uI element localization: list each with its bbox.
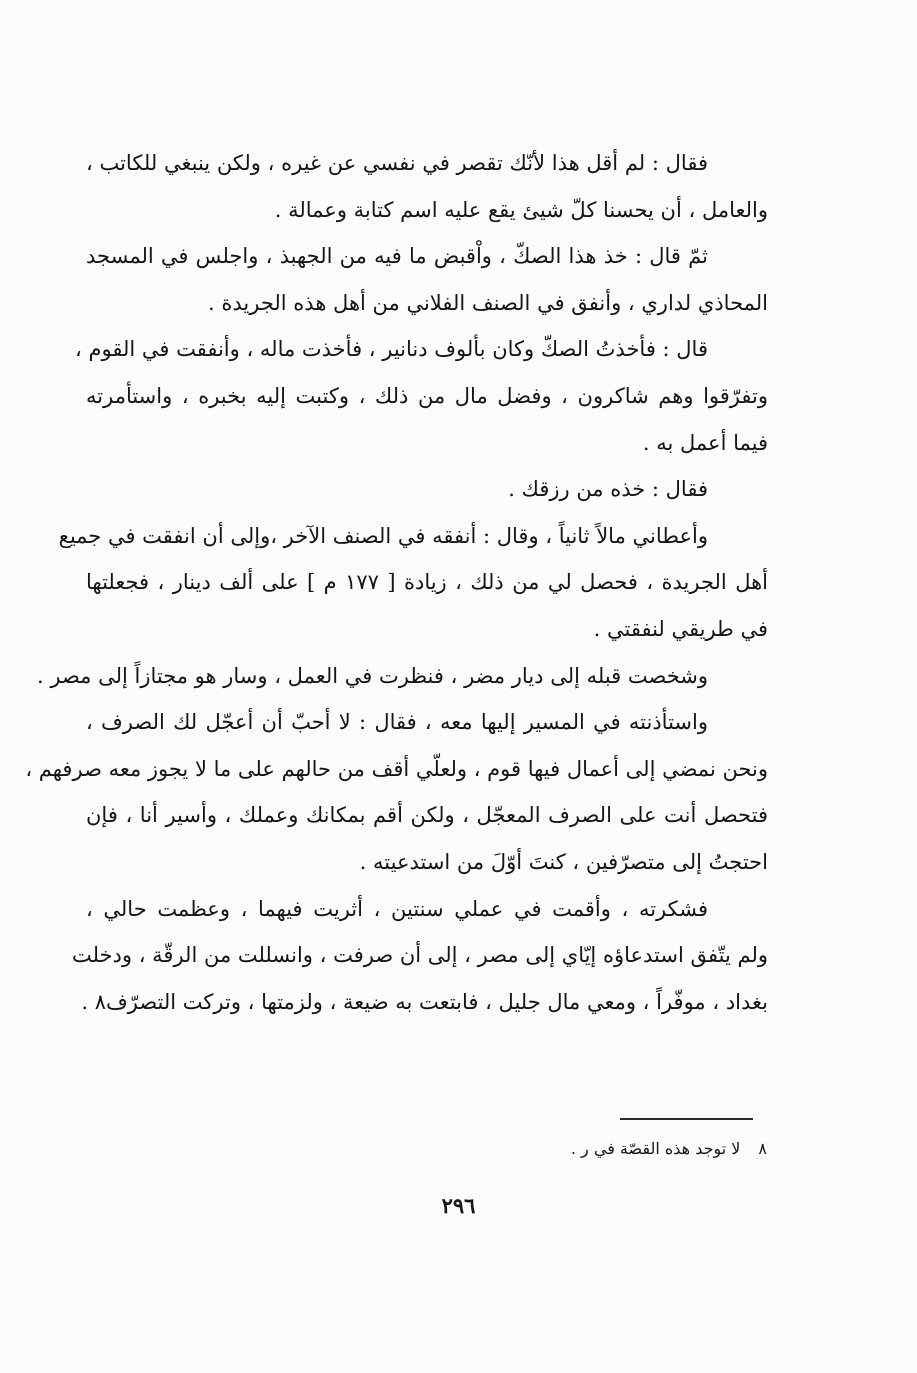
footnote <box>571 1138 767 1160</box>
text-line: أهل الجريدة ، فحصل لي من ذلك ، زيادة [ ١٧٧ م ] على ألف دينار ، فجعلتها <box>86 570 769 595</box>
text-line: قال : فأخذتُ الصكّ وكان بألوف دنانير ، فأخذت ماله ، وأنفقت في القوم ، <box>75 337 708 362</box>
text-line: فتحصل أنت على الصرف المعجّل ، ولكن أقم بمكانك وعملك ، وأسير أنا ، فإن <box>86 803 768 828</box>
text-line: فقال : لم أقل هذا لأنّك تقصر في نفسي عن غيره ، ولكن ينبغي للكاتب ، <box>86 151 708 175</box>
page-number: ٢٩٦ <box>441 1193 476 1218</box>
footnote-number: ٨ <box>758 1139 767 1158</box>
text-line: فقال : خذه من رزقك . <box>508 477 708 502</box>
text-line: وشخصت قبله إلى ديار مضر ، فنظرت في العمل ، وسار هو مجتازاً إلى مصر . <box>37 663 708 688</box>
text-line: فيما أعمل به . <box>642 430 768 455</box>
text-line: واستأذنته في المسير إليها معه ، فقال : لا أحبّ أن أعجّل لك الصرف ، <box>86 710 708 735</box>
main-text <box>25 140 769 1025</box>
text-line: بغداد ، موفّراً ، ومعي مال جليل ، فابتعت به ضيعة ، ولزمتها ، وتركت التصرّف٨ . <box>81 989 768 1014</box>
text-line: احتجتُ إلى متصرّفين ، كنتَ أوّلَ من استدعيته . <box>359 849 768 874</box>
footnote-text: لا توجد هذه القصّة في ر . <box>570 1139 741 1158</box>
text-line: والعامل ، أن يحسنا كلّ شيئ يقع عليه اسم كتابة وعمالة . <box>274 197 768 222</box>
text-line: وأعطاني مالاً ثانياً ، وقال : أنفقه في الصنف الآخر ،وإلى أن انفقت في جميع <box>58 523 708 548</box>
text-line: وتفرّقوا وهم شاكرون ، وفضل مال من ذلك ، وكتبت إليه بخبره ، واستأمرته <box>86 383 768 408</box>
text-line: ونحن نمضي إلى أعمال فيها قوم ، ولعلّي أقف من حالهم على ما لا يجوز معه صرفهم ، <box>25 756 768 781</box>
text-line: ولم يتّفق استدعاؤه إيّاي إلى مصر ، إلى أن صرفت ، وانسللت من الرقّة ، ودخلت <box>71 943 768 968</box>
text-line: ثمّ قال : خذ هذا الصكّ ، واْقبض ما فيه من الجهبذ ، واجلس في المسجد <box>86 244 708 269</box>
footnote-divider <box>620 1118 753 1120</box>
text-line: فشكرته ، وأقمت في عملي سنتين ، أثريت فيهما ، وعظمت حالي ، <box>86 896 708 921</box>
text-line: في طريقي لنفقتي . <box>593 616 768 641</box>
text-line: المحاذي لداري ، وأنفق في الصنف الفلاني من أهل هذه الجريدة . <box>208 290 768 315</box>
